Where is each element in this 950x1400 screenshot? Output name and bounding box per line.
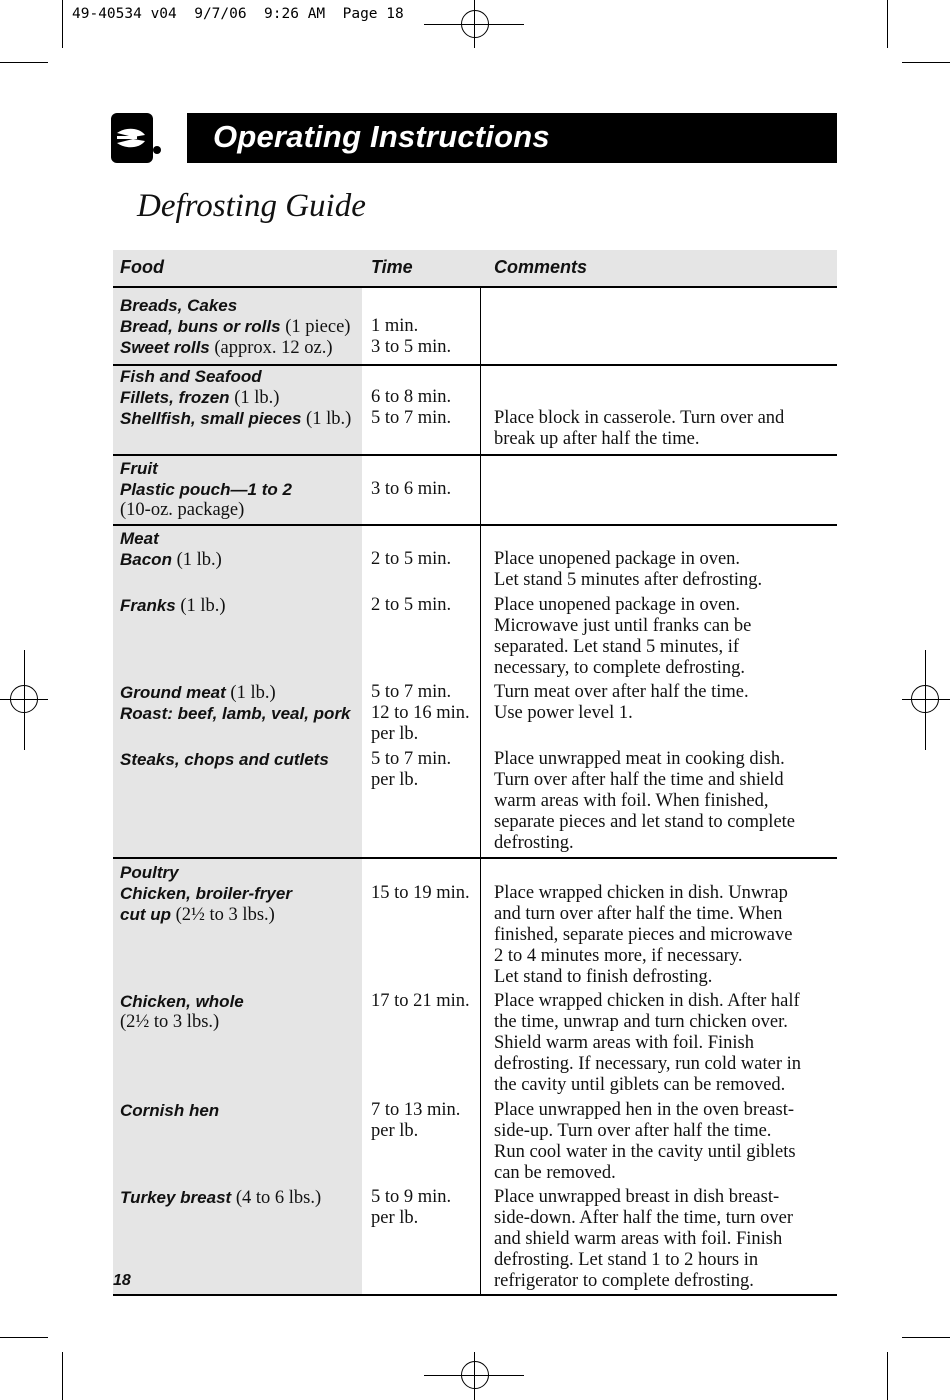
page-title: Defrosting Guide xyxy=(137,188,366,224)
time-value: per lb. xyxy=(371,1208,419,1228)
time-value: per lb. xyxy=(371,724,419,744)
crop-mark xyxy=(62,0,63,48)
food-item: Ground meat (1 lb.) xyxy=(120,683,276,703)
time-value: 5 to 7 min. xyxy=(371,749,452,769)
food-item: Shellfish, small pieces (1 lb.) xyxy=(120,409,352,429)
time-value: 2 to 5 min. xyxy=(371,549,452,569)
comment-line: Place unopened package in oven. xyxy=(494,549,741,569)
comment-line: Use power level 1. xyxy=(494,703,633,723)
column-divider xyxy=(480,287,481,1295)
category-label: Breads, Cakes xyxy=(120,296,238,315)
table-rule xyxy=(113,286,837,288)
comment-line: Place wrapped chicken in dish. Unwrap xyxy=(494,883,788,903)
comment-line: Place unwrapped hen in the oven breast- xyxy=(494,1100,795,1120)
comment-line: Place block in casserole. Turn over and xyxy=(494,408,785,428)
time-value: 2 to 5 min. xyxy=(371,595,452,615)
column-header-time: Time xyxy=(371,257,413,277)
time-value: 3 to 6 min. xyxy=(371,479,452,499)
comment-line: break up after half the time. xyxy=(494,429,700,449)
table-rule xyxy=(113,524,837,526)
food-item: Bacon (1 lb.) xyxy=(120,550,222,570)
comment-line: Microwave just until franks can be xyxy=(494,616,752,636)
comment-line: Shield warm areas with foil. Finish xyxy=(494,1033,754,1053)
food-qty: (10-oz. package) xyxy=(120,500,245,520)
time-value: 5 to 7 min. xyxy=(371,682,452,702)
operating-instructions-icon xyxy=(111,113,161,163)
table-rule xyxy=(113,1294,837,1296)
food-qty: (2½ to 3 lbs.) xyxy=(120,1012,220,1032)
time-value: 17 to 21 min. xyxy=(371,991,470,1011)
header-title: Operating Instructions xyxy=(213,119,550,154)
food-item: Franks (1 lb.) xyxy=(120,596,226,616)
food-item: Chicken, broiler-fryer xyxy=(120,884,292,903)
page-number: 18 xyxy=(113,1272,131,1289)
column-header-food: Food xyxy=(120,257,164,277)
table-rule xyxy=(113,857,837,859)
comment-line: Run cool water in the cavity until giblets xyxy=(494,1142,796,1162)
comment-line: separate pieces and let stand to complete xyxy=(494,812,796,832)
category-label: Poultry xyxy=(120,863,179,882)
category-label: Fish and Seafood xyxy=(120,367,262,386)
time-value: 6 to 8 min. xyxy=(371,387,452,407)
crop-mark xyxy=(902,1337,950,1338)
comment-line: and turn over after half the time. When xyxy=(494,904,783,924)
crop-mark xyxy=(902,62,950,63)
time-value: per lb. xyxy=(371,1121,419,1141)
comment-line: Place unwrapped breast in dish breast- xyxy=(494,1187,780,1207)
food-item: Steaks, chops and cutlets xyxy=(120,750,329,769)
crop-mark xyxy=(887,0,888,48)
header-bar xyxy=(187,113,837,163)
crop-mark xyxy=(887,1352,888,1400)
time-value: 7 to 13 min. xyxy=(371,1100,461,1120)
food-item: Roast: beef, lamb, veal, pork xyxy=(120,704,351,723)
time-value: 15 to 19 min. xyxy=(371,883,470,903)
comment-line: separated. Let stand 5 minutes, if xyxy=(494,637,740,657)
comment-line: Place unopened package in oven. xyxy=(494,595,741,615)
comment-line: 2 to 4 minutes more, if necessary. xyxy=(494,946,743,966)
comment-line: Let stand to finish defrosting. xyxy=(494,967,713,987)
food-item: Cornish hen xyxy=(120,1101,220,1120)
crop-mark xyxy=(0,62,48,63)
time-value: 1 min. xyxy=(371,316,419,336)
comment-line: Place unwrapped meat in cooking dish. xyxy=(494,749,785,769)
column-header-comments: Comments xyxy=(494,257,588,277)
comment-line: the time, unwrap and turn chicken over. xyxy=(494,1012,788,1032)
food-item: cut up (2½ to 3 lbs.) xyxy=(120,905,275,925)
comment-line: defrosting. If necessary, run cold water in xyxy=(494,1054,802,1074)
crop-mark xyxy=(62,1352,63,1400)
comment-line: the cavity until giblets can be removed. xyxy=(494,1075,786,1095)
comment-line: warm areas with foil. When finished, xyxy=(494,791,769,811)
time-value: 3 to 5 min. xyxy=(371,337,452,357)
comment-line: Turn meat over after half the time. xyxy=(494,682,749,702)
comment-line: defrosting. Let stand 1 to 2 hours in xyxy=(494,1250,759,1270)
comment-line: Turn over after half the time and shield xyxy=(494,770,784,790)
print-slug: 49-40534 v04 9/7/06 9:26 AM Page 18 xyxy=(72,6,404,22)
comment-line: refrigerator to complete defrosting. xyxy=(494,1271,754,1291)
comment-line: defrosting. xyxy=(494,833,574,853)
comment-line: Let stand 5 minutes after defrosting. xyxy=(494,570,763,590)
food-item: Plastic pouch—1 to 2 xyxy=(120,480,292,499)
comment-line: side-down. After half the time, turn over xyxy=(494,1208,793,1228)
table-rule xyxy=(113,454,837,456)
crop-mark xyxy=(0,1337,48,1338)
comment-line: side-up. Turn over after half the time. xyxy=(494,1121,772,1141)
comment-line: Place wrapped chicken in dish. After half xyxy=(494,991,800,1011)
category-label: Meat xyxy=(120,529,159,548)
comment-line: can be removed. xyxy=(494,1163,616,1183)
comment-line: and shield warm areas with foil. Finish xyxy=(494,1229,783,1249)
food-item: Fillets, frozen (1 lb.) xyxy=(120,388,280,408)
time-value: 5 to 9 min. xyxy=(371,1187,452,1207)
comment-line: necessary, to complete defrosting. xyxy=(494,658,746,678)
time-value: 12 to 16 min. xyxy=(371,703,470,723)
food-item: Bread, buns or rolls (1 piece) xyxy=(120,317,351,337)
category-label: Fruit xyxy=(120,459,158,478)
comment-line: finished, separate pieces and microwave xyxy=(494,925,793,945)
food-item: Chicken, whole xyxy=(120,992,244,1011)
time-value: per lb. xyxy=(371,770,419,790)
time-value: 5 to 7 min. xyxy=(371,408,452,428)
food-item: Sweet rolls (approx. 12 oz.) xyxy=(120,338,333,358)
food-item: Turkey breast (4 to 6 lbs.) xyxy=(120,1188,322,1208)
table-header-row xyxy=(113,250,837,287)
